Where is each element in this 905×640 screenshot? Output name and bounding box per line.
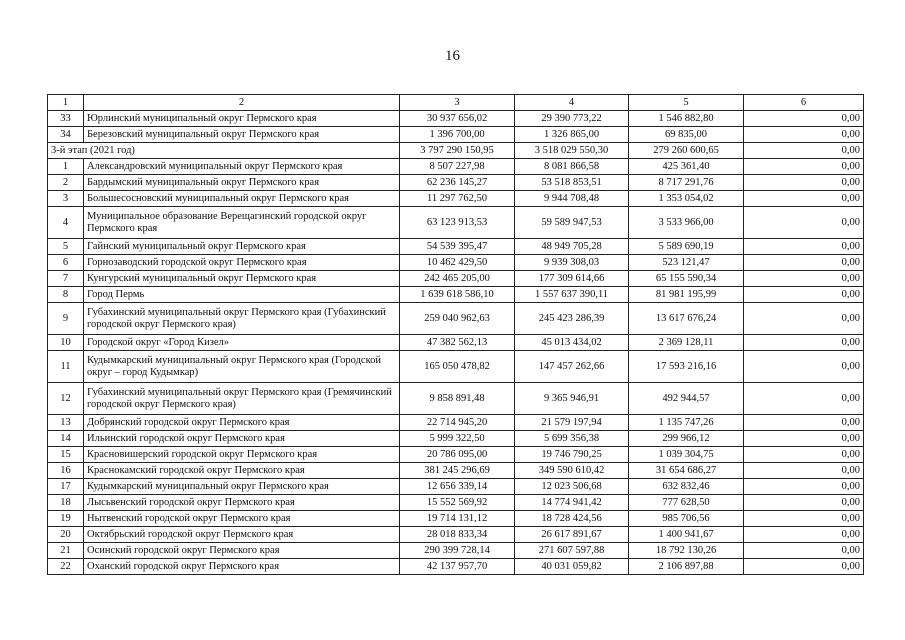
table-row: [48, 383, 864, 415]
table-row: [48, 495, 864, 511]
column-header: 6: [744, 95, 864, 111]
table-row: [48, 159, 864, 175]
column-6-value-cell: 0,00: [744, 527, 864, 543]
table-row: [48, 479, 864, 495]
row-number-cell: 9: [48, 303, 84, 335]
column-5-value-cell: 18 792 130,26: [629, 543, 744, 559]
column-6-value-cell: 0,00: [744, 383, 864, 415]
row-number-cell: 19: [48, 511, 84, 527]
column-6-value-cell: 0,00: [744, 127, 864, 143]
column-6-value-cell: 0,00: [744, 111, 864, 127]
column-5-value-cell: 492 944,57: [629, 383, 744, 415]
table-row: [48, 255, 864, 271]
column-4-value-cell: 3 518 029 550,30: [515, 143, 629, 159]
municipality-name-cell: Губахинский муниципальный округ Пермского края (Губахинский городской округ Пермского края): [84, 303, 400, 335]
column-6-value-cell: 0,00: [744, 559, 864, 575]
column-4-value-cell: 1 557 637 390,11: [515, 287, 629, 303]
column-5-value-cell: 2 106 897,88: [629, 559, 744, 575]
municipality-name-cell: Октябрьский городской округ Пермского края: [84, 527, 400, 543]
row-number-cell: 5: [48, 239, 84, 255]
column-5-value-cell: 299 966,12: [629, 431, 744, 447]
column-6-value-cell: 0,00: [744, 255, 864, 271]
column-3-value-cell: 19 714 131,12: [400, 511, 515, 527]
column-4-value-cell: 147 457 262,66: [515, 351, 629, 383]
municipality-name-cell: Кудымкарский муниципальный округ Пермского края: [84, 479, 400, 495]
column-5-value-cell: 279 260 600,65: [629, 143, 744, 159]
row-number-cell: 15: [48, 447, 84, 463]
table-row: [48, 527, 864, 543]
column-4-value-cell: 9 939 308,03: [515, 255, 629, 271]
column-5-value-cell: 8 717 291,76: [629, 175, 744, 191]
table-row: [48, 271, 864, 287]
column-3-value-cell: 12 656 339,14: [400, 479, 515, 495]
municipality-name-cell: Гайнский муниципальный округ Пермского края: [84, 239, 400, 255]
column-3-value-cell: 259 040 962,63: [400, 303, 515, 335]
table-row: [48, 543, 864, 559]
column-4-value-cell: 45 013 434,02: [515, 335, 629, 351]
municipality-name-cell: Кудымкарский муниципальный округ Пермского края (Городской округ – город Кудымкар): [84, 351, 400, 383]
column-5-value-cell: 81 981 195,99: [629, 287, 744, 303]
column-6-value-cell: 0,00: [744, 543, 864, 559]
column-5-value-cell: 13 617 676,24: [629, 303, 744, 335]
column-5-value-cell: 69 835,00: [629, 127, 744, 143]
column-5-value-cell: 5 589 690,19: [629, 239, 744, 255]
row-number-cell: 14: [48, 431, 84, 447]
table-row: [48, 447, 864, 463]
column-6-value-cell: 0,00: [744, 351, 864, 383]
municipality-name-cell: Осинский городской округ Пермского края: [84, 543, 400, 559]
column-4-value-cell: 29 390 773,22: [515, 111, 629, 127]
column-5-value-cell: 523 121,47: [629, 255, 744, 271]
column-4-value-cell: 271 607 597,88: [515, 543, 629, 559]
municipality-name-cell: Краснокамский городской округ Пермского края: [84, 463, 400, 479]
table-row: [48, 239, 864, 255]
column-3-value-cell: 5 999 322,50: [400, 431, 515, 447]
column-header: 4: [515, 95, 629, 111]
column-4-value-cell: 14 774 941,42: [515, 495, 629, 511]
column-4-value-cell: 18 728 424,56: [515, 511, 629, 527]
column-3-value-cell: 22 714 945,20: [400, 415, 515, 431]
column-6-value-cell: 0,00: [744, 431, 864, 447]
column-4-value-cell: 48 949 705,28: [515, 239, 629, 255]
column-6-value-cell: 0,00: [744, 175, 864, 191]
column-6-value-cell: 0,00: [744, 511, 864, 527]
municipality-name-cell: Лысьвенский городской округ Пермского края: [84, 495, 400, 511]
page-number: 16: [445, 48, 460, 64]
column-5-value-cell: 632 832,46: [629, 479, 744, 495]
column-3-value-cell: 63 123 913,53: [400, 207, 515, 239]
column-4-value-cell: 40 031 059,82: [515, 559, 629, 575]
column-5-value-cell: 2 369 128,11: [629, 335, 744, 351]
column-header: 1: [48, 95, 84, 111]
column-4-value-cell: 1 326 865,00: [515, 127, 629, 143]
column-5-value-cell: 1 400 941,67: [629, 527, 744, 543]
municipality-name-cell: Ильинский городской округ Пермского края: [84, 431, 400, 447]
column-6-value-cell: 0,00: [744, 159, 864, 175]
row-number-cell: 16: [48, 463, 84, 479]
column-5-value-cell: 31 654 686,27: [629, 463, 744, 479]
column-3-value-cell: 15 552 569,92: [400, 495, 515, 511]
municipality-name-cell: Юрлинский муниципальный округ Пермского края: [84, 111, 400, 127]
table-row: [48, 351, 864, 383]
column-4-value-cell: 21 579 197,94: [515, 415, 629, 431]
column-5-value-cell: 985 706,56: [629, 511, 744, 527]
table-header-row: [48, 95, 864, 111]
column-6-value-cell: 0,00: [744, 303, 864, 335]
municipality-name-cell: Большесосновский муниципальный округ Пермского края: [84, 191, 400, 207]
column-3-value-cell: 3 797 290 150,95: [400, 143, 515, 159]
column-4-value-cell: 9 944 708,48: [515, 191, 629, 207]
row-number-cell: 1: [48, 159, 84, 175]
column-4-value-cell: 245 423 286,39: [515, 303, 629, 335]
column-header: 2: [84, 95, 400, 111]
column-4-value-cell: 26 617 891,67: [515, 527, 629, 543]
column-5-value-cell: 777 628,50: [629, 495, 744, 511]
column-4-value-cell: 9 365 946,91: [515, 383, 629, 415]
table-row: [48, 559, 864, 575]
municipality-name-cell: Березовский муниципальный округ Пермского края: [84, 127, 400, 143]
row-number-cell: 13: [48, 415, 84, 431]
column-3-value-cell: 8 507 227,98: [400, 159, 515, 175]
column-6-value-cell: 0,00: [744, 447, 864, 463]
column-6-value-cell: 0,00: [744, 415, 864, 431]
column-4-value-cell: 12 023 506,68: [515, 479, 629, 495]
municipality-name-cell: Городской округ «Город Кизел»: [84, 335, 400, 351]
municipality-name-cell: Город Пермь: [84, 287, 400, 303]
table-row: [48, 463, 864, 479]
column-4-value-cell: 53 518 853,51: [515, 175, 629, 191]
column-4-value-cell: 177 309 614,66: [515, 271, 629, 287]
column-5-value-cell: 425 361,40: [629, 159, 744, 175]
table-row: [48, 431, 864, 447]
municipality-name-cell: Оханский городской округ Пермского края: [84, 559, 400, 575]
column-5-value-cell: 65 155 590,34: [629, 271, 744, 287]
stage-summary-row: [48, 143, 864, 159]
row-number-cell: 4: [48, 207, 84, 239]
column-header: 5: [629, 95, 744, 111]
column-6-value-cell: 0,00: [744, 191, 864, 207]
row-number-cell: 33: [48, 111, 84, 127]
column-4-value-cell: 59 589 947,53: [515, 207, 629, 239]
column-5-value-cell: 1 546 882,80: [629, 111, 744, 127]
column-5-value-cell: 1 135 747,26: [629, 415, 744, 431]
column-3-value-cell: 54 539 395,47: [400, 239, 515, 255]
table-row: [48, 127, 864, 143]
stage-label-cell: 3-й этап (2021 год): [48, 143, 400, 159]
column-3-value-cell: 1 396 700,00: [400, 127, 515, 143]
table-row: [48, 191, 864, 207]
table-row: [48, 303, 864, 335]
column-3-value-cell: 9 858 891,48: [400, 383, 515, 415]
column-3-value-cell: 28 018 833,34: [400, 527, 515, 543]
column-5-value-cell: 1 353 054,02: [629, 191, 744, 207]
row-number-cell: 6: [48, 255, 84, 271]
municipality-name-cell: Кунгурский муниципальный округ Пермского края: [84, 271, 400, 287]
municipality-name-cell: Нытвенский городской округ Пермского края: [84, 511, 400, 527]
column-6-value-cell: 0,00: [744, 287, 864, 303]
municipality-name-cell: Горнозаводский городской округ Пермского края: [84, 255, 400, 271]
column-3-value-cell: 165 050 478,82: [400, 351, 515, 383]
row-number-cell: 3: [48, 191, 84, 207]
table-row: [48, 207, 864, 239]
row-number-cell: 8: [48, 287, 84, 303]
column-3-value-cell: 381 245 296,69: [400, 463, 515, 479]
column-6-value-cell: 0,00: [744, 463, 864, 479]
column-6-value-cell: 0,00: [744, 495, 864, 511]
row-number-cell: 22: [48, 559, 84, 575]
column-3-value-cell: 30 937 656,02: [400, 111, 515, 127]
column-6-value-cell: 0,00: [744, 479, 864, 495]
column-3-value-cell: 62 236 145,27: [400, 175, 515, 191]
row-number-cell: 7: [48, 271, 84, 287]
municipality-name-cell: Добрянский городской округ Пермского края: [84, 415, 400, 431]
column-header: 3: [400, 95, 515, 111]
row-number-cell: 20: [48, 527, 84, 543]
column-6-value-cell: 0,00: [744, 207, 864, 239]
column-6-value-cell: 0,00: [744, 335, 864, 351]
column-3-value-cell: 42 137 957,70: [400, 559, 515, 575]
column-5-value-cell: 1 039 304,75: [629, 447, 744, 463]
row-number-cell: 34: [48, 127, 84, 143]
table-row: [48, 111, 864, 127]
column-3-value-cell: 242 465 205,00: [400, 271, 515, 287]
table-row: [48, 415, 864, 431]
budget-table: [47, 94, 864, 575]
column-4-value-cell: 5 699 356,38: [515, 431, 629, 447]
column-3-value-cell: 1 639 618 586,10: [400, 287, 515, 303]
row-number-cell: 17: [48, 479, 84, 495]
municipality-name-cell: Александровский муниципальный округ Пермского края: [84, 159, 400, 175]
municipality-name-cell: Красновишерский городской округ Пермского края: [84, 447, 400, 463]
row-number-cell: 10: [48, 335, 84, 351]
table-row: [48, 335, 864, 351]
column-3-value-cell: 11 297 762,50: [400, 191, 515, 207]
table-row: [48, 175, 864, 191]
column-5-value-cell: 17 593 216,16: [629, 351, 744, 383]
table-row: [48, 287, 864, 303]
column-3-value-cell: 290 399 728,14: [400, 543, 515, 559]
column-3-value-cell: 10 462 429,50: [400, 255, 515, 271]
row-number-cell: 12: [48, 383, 84, 415]
column-5-value-cell: 3 533 966,00: [629, 207, 744, 239]
municipality-name-cell: Губахинский муниципальный округ Пермского края (Гремячинский городской округ Пермского края): [84, 383, 400, 415]
municipality-name-cell: Бардымский муниципальный округ Пермского края: [84, 175, 400, 191]
column-4-value-cell: 8 081 866,58: [515, 159, 629, 175]
row-number-cell: 2: [48, 175, 84, 191]
row-number-cell: 21: [48, 543, 84, 559]
column-3-value-cell: 20 786 095,00: [400, 447, 515, 463]
column-4-value-cell: 349 590 610,42: [515, 463, 629, 479]
column-6-value-cell: 0,00: [744, 271, 864, 287]
municipality-name-cell: Муниципальное образование Верещагинский городской округ Пермского края: [84, 207, 400, 239]
row-number-cell: 18: [48, 495, 84, 511]
table-row: [48, 511, 864, 527]
column-6-value-cell: 0,00: [744, 143, 864, 159]
column-6-value-cell: 0,00: [744, 239, 864, 255]
column-4-value-cell: 19 746 790,25: [515, 447, 629, 463]
column-3-value-cell: 47 382 562,13: [400, 335, 515, 351]
row-number-cell: 11: [48, 351, 84, 383]
